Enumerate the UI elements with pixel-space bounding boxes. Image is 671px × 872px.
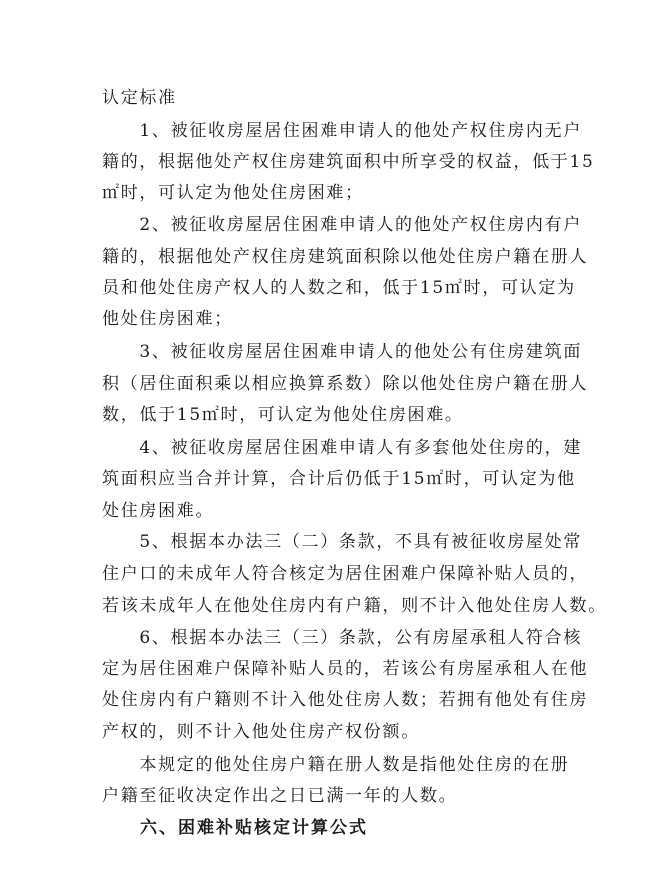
text-line: 数，低于15㎡时，可认定为他处住房困难。 xyxy=(102,405,464,425)
text-line: 3、被征收房屋居住困难申请人的他处公有住房建筑面 xyxy=(102,342,583,362)
text-line: 2、被征收房屋居住困难申请人的他处产权住房内有户 xyxy=(102,215,583,235)
text-line: 他处住房困难； xyxy=(102,309,233,329)
text-line: 处住房困难。 xyxy=(102,501,215,521)
text-line: 住户口的未成年人符合核定为居住困难户保障补贴人员的， xyxy=(102,564,589,584)
text-line: ㎡时，可认定为他处住房困难； xyxy=(102,183,364,203)
text-line: 认定标准 xyxy=(102,88,177,108)
section-heading: 六、困难补贴核定计算公式 xyxy=(102,818,368,838)
text-line: 若该未成年人在他处住房内有户籍，则不计入他处住房人数。 xyxy=(102,596,607,616)
text-line: 定为居住困难户保障补贴人员的，若该公有房屋承租人在他 xyxy=(102,659,589,679)
text-line: 员和他处住房产权人的人数之和，低于15㎡时，可认定为 xyxy=(102,278,576,298)
text-line: 户籍至征收决定作出之日已满一年的人数。 xyxy=(102,786,458,806)
text-line: 5、根据本办法三（二）条款，不具有被征收房屋处常 xyxy=(102,532,583,552)
text-line: 籍的，根据他处产权住房建筑面积除以他处住房户籍在册人 xyxy=(102,247,589,267)
text-line: 积（居住面积乘以相应换算系数）除以他处住房户籍在册人 xyxy=(102,374,589,394)
text-line: 1、被征收房屋居住困难申请人的他处产权住房内无户 xyxy=(102,121,583,141)
text-line: 筑面积应当合并计算，合计后仍低于15㎡时，可认定为他 xyxy=(102,469,576,489)
text-line: 6、根据本办法三（三）条款，公有房屋承租人符合核 xyxy=(102,628,583,648)
text-line: 籍的，根据他处产权住房建筑面积中所享受的权益，低于15 xyxy=(102,152,595,172)
text-line: 4、被征收房屋居住困难申请人有多套他处住房的，建 xyxy=(102,438,583,458)
text-line: 处住房内有户籍则不计入他处住房人数；若拥有他处有住房 xyxy=(102,690,589,710)
text-line: 本规定的他处住房户籍在册人数是指他处住房的在册 xyxy=(102,755,570,775)
text-line: 产权的，则不计入他处住房产权份额。 xyxy=(102,722,420,742)
